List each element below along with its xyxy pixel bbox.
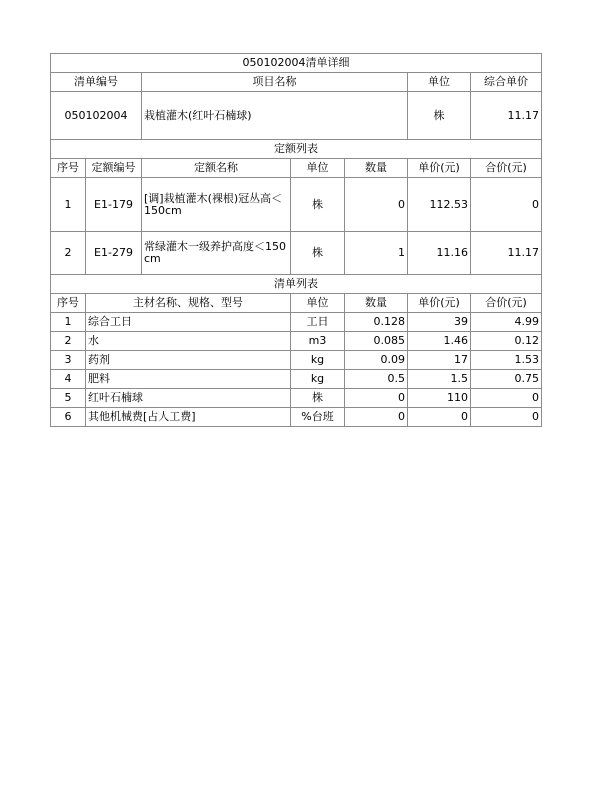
material-price: 110 <box>408 389 471 408</box>
material-total: 0.75 <box>471 370 542 389</box>
material-name: 肥料 <box>86 370 291 389</box>
material-price: 39 <box>408 313 471 332</box>
material-seq: 3 <box>51 351 86 370</box>
quota-row <box>51 178 542 232</box>
quota-unit: 株 <box>291 178 345 232</box>
quota-header-seq: 序号 <box>51 159 86 178</box>
material-qty: 0.5 <box>345 370 408 389</box>
quota-header-row <box>51 159 542 178</box>
item-header-row <box>51 73 542 92</box>
quota-seq: 1 <box>51 178 86 232</box>
quota-total: 0 <box>471 178 542 232</box>
material-seq: 1 <box>51 313 86 332</box>
bill-detail-table <box>50 53 542 427</box>
material-name: 其他机械费[占人工费] <box>86 408 291 427</box>
item-price: 11.17 <box>471 92 542 140</box>
material-total: 4.99 <box>471 313 542 332</box>
material-unit: 株 <box>291 389 345 408</box>
material-seq: 5 <box>51 389 86 408</box>
quota-row <box>51 232 542 275</box>
material-qty: 0 <box>345 389 408 408</box>
material-qty: 0.09 <box>345 351 408 370</box>
material-name: 水 <box>86 332 291 351</box>
material-unit: m3 <box>291 332 345 351</box>
material-unit: kg <box>291 370 345 389</box>
material-section-title: 清单列表 <box>51 275 542 294</box>
material-row <box>51 351 542 370</box>
material-row <box>51 313 542 332</box>
material-header-row <box>51 294 542 313</box>
item-name: 栽植灌木(红叶石楠球) <box>142 92 408 140</box>
material-header-price: 单价(元) <box>408 294 471 313</box>
material-price: 1.46 <box>408 332 471 351</box>
material-row <box>51 389 542 408</box>
quota-qty: 0 <box>345 178 408 232</box>
quota-unit: 株 <box>291 232 345 275</box>
material-total: 0 <box>471 389 542 408</box>
header-unit: 单位 <box>408 73 471 92</box>
quota-name: [调]栽植灌木(裸根)冠丛高＜150cm <box>142 178 291 232</box>
material-total: 1.53 <box>471 351 542 370</box>
sheet-title: 050102004清单详细 <box>51 54 542 73</box>
item-code: 050102004 <box>51 92 142 140</box>
material-name: 综合工日 <box>86 313 291 332</box>
quota-name: 常绿灌木一级养护高度＜150cm <box>142 232 291 275</box>
material-header-seq: 序号 <box>51 294 86 313</box>
quota-price: 112.53 <box>408 178 471 232</box>
material-unit: %台班 <box>291 408 345 427</box>
header-price: 综合单价 <box>471 73 542 92</box>
material-unit: 工日 <box>291 313 345 332</box>
material-total: 0 <box>471 408 542 427</box>
item-row <box>51 92 542 140</box>
quota-qty: 1 <box>345 232 408 275</box>
material-price: 17 <box>408 351 471 370</box>
quota-price: 11.16 <box>408 232 471 275</box>
header-name: 项目名称 <box>142 73 408 92</box>
quota-total: 11.17 <box>471 232 542 275</box>
material-seq: 6 <box>51 408 86 427</box>
quota-header-price: 单价(元) <box>408 159 471 178</box>
quota-section-title-row <box>51 140 542 159</box>
material-seq: 4 <box>51 370 86 389</box>
material-price: 0 <box>408 408 471 427</box>
material-name: 药剂 <box>86 351 291 370</box>
material-seq: 2 <box>51 332 86 351</box>
quota-section-title: 定额列表 <box>51 140 542 159</box>
material-qty: 0 <box>345 408 408 427</box>
material-unit: kg <box>291 351 345 370</box>
material-header-unit: 单位 <box>291 294 345 313</box>
material-price: 1.5 <box>408 370 471 389</box>
material-header-qty: 数量 <box>345 294 408 313</box>
material-qty: 0.128 <box>345 313 408 332</box>
quota-header-code: 定额编号 <box>86 159 142 178</box>
material-name: 红叶石楠球 <box>86 389 291 408</box>
quota-header-name: 定额名称 <box>142 159 291 178</box>
material-header-total: 合价(元) <box>471 294 542 313</box>
item-unit: 株 <box>408 92 471 140</box>
title-row <box>51 54 542 73</box>
material-header-name: 主材名称、规格、型号 <box>86 294 291 313</box>
quota-header-total: 合价(元) <box>471 159 542 178</box>
material-qty: 0.085 <box>345 332 408 351</box>
quota-header-qty: 数量 <box>345 159 408 178</box>
material-total: 0.12 <box>471 332 542 351</box>
quota-header-unit: 单位 <box>291 159 345 178</box>
header-code: 清单编号 <box>51 73 142 92</box>
quota-code: E1-279 <box>86 232 142 275</box>
quota-seq: 2 <box>51 232 86 275</box>
material-row <box>51 370 542 389</box>
material-row <box>51 332 542 351</box>
material-section-title-row <box>51 275 542 294</box>
quota-code: E1-179 <box>86 178 142 232</box>
material-row <box>51 408 542 427</box>
